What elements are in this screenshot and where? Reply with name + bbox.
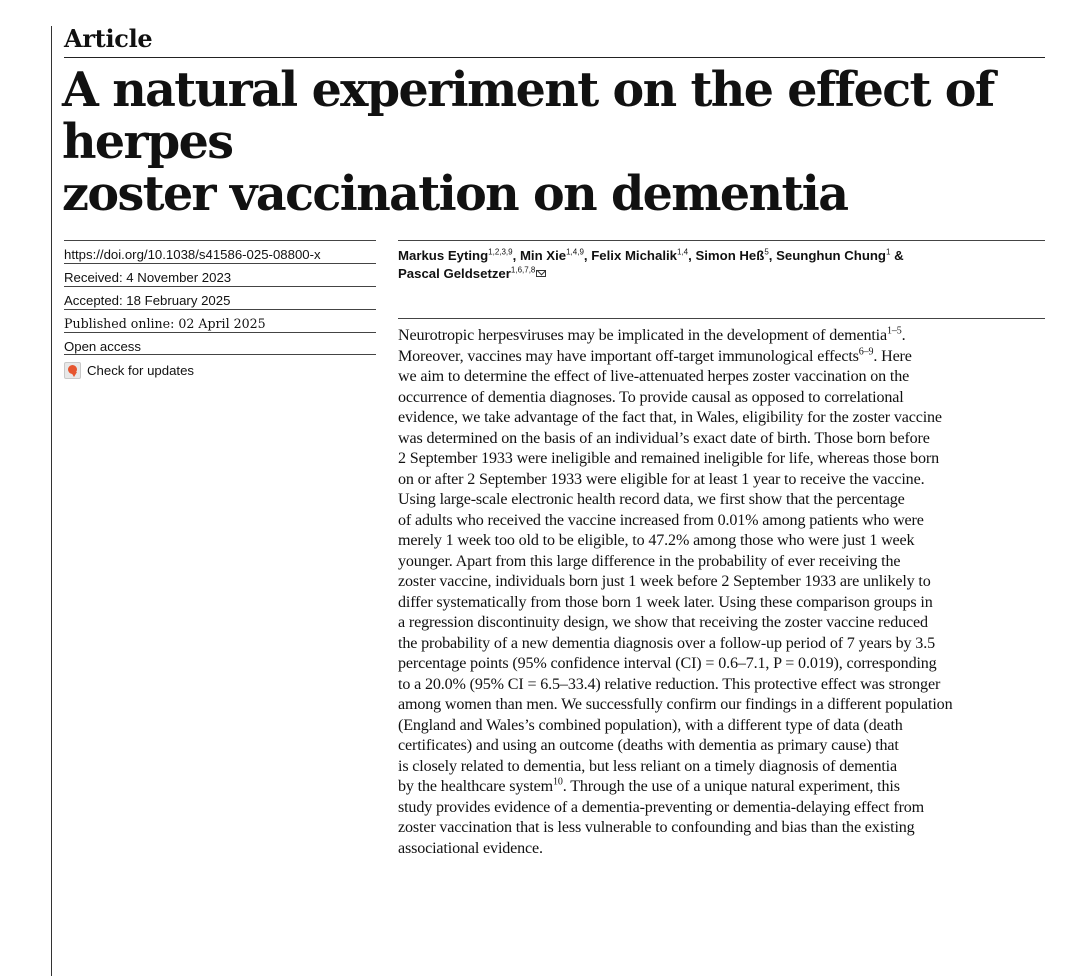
abstract-line: occurrence of dementia diagnoses. To provide causal as opposed to correlational (398, 388, 904, 406)
abstract-line: Using large-scale electronic health record data, we first show that the percentage (398, 491, 905, 508)
accepted-date: Accepted: 18 February 2025 (64, 286, 376, 309)
author-affiliation: 5 (764, 247, 769, 257)
abstract-line: (England and Wales’s combined population), with a different type of data (death (398, 716, 903, 734)
received-date: Received: 4 November 2023 (64, 263, 376, 286)
open-access-label: Open access (64, 332, 376, 355)
title-line-1: A natural experiment on the effect of herpes (62, 62, 994, 170)
author-name[interactable]: Seunghun Chung (776, 248, 886, 263)
citation-ref[interactable]: 1–5 (887, 325, 902, 337)
author-name[interactable]: Felix Michalik (591, 248, 677, 263)
title-divider (64, 57, 1045, 58)
abstract-line: differ systematically from those born 1 week later. Using these comparison groups in (398, 593, 933, 611)
author-name[interactable]: Min Xie (519, 248, 567, 263)
abstract-line: by the healthcare system$^{10}$. Through the use of a unique natural experiment, this (398, 776, 900, 795)
abstract-line: certificates) and using an outcome (deaths with dementia as primary cause) that (398, 737, 899, 754)
abstract-line: younger. Apart from this large difference in the probability of ever receiving the (398, 552, 901, 570)
abstract-line: a regression discontinuity design, we show that receiving the zoster vaccine reduced (398, 614, 928, 631)
abstract-line: was determined on the basis of an individual’s exact date of birth. Those born before (398, 429, 930, 447)
doi-link[interactable]: https://doi.org/10.1038/s41586-025-08800-x (64, 240, 376, 263)
author-separator: , (688, 248, 696, 263)
published-date: Published online: 02 April 2025 (64, 309, 376, 332)
author-affiliation: 1,6,7,8 (510, 265, 536, 275)
check-updates-icon (64, 362, 81, 379)
abstract-line: is closely related to dementia, but less reliant on a timely diagnosis of dementia (398, 757, 897, 775)
abstract-line: merely 1 week too old to be eligible, to 47.2% among those who were just 1 week (398, 532, 915, 549)
author-name[interactable]: Simon Heß (695, 248, 765, 263)
abstract-line: associational evidence. (398, 839, 543, 857)
author-affiliation: 1 (885, 247, 891, 257)
abstract-line: percentage points (95% confidence interval (CI) = 0.6–7.1, P = 0.019), corresponding (398, 655, 937, 672)
left-margin-rule (51, 26, 52, 976)
author-affiliation: 1,4 (677, 247, 689, 257)
abstract-line: study provides evidence of a dementia-preventing or dementia-delaying effect from (398, 798, 925, 816)
abstract-line: among women than men. We successfully confirm our findings in a different population (398, 696, 953, 713)
article-metadata (64, 240, 376, 379)
abstract-line: Moreover, vaccines may have important off-target immunological effects$^{6-9}$. Here (398, 346, 912, 365)
abstract-line: the probability of a new dementia diagnosis over a follow-up period of 7 years by 3.5 (398, 634, 935, 652)
author-affiliation: 1,2,3,9 (488, 247, 513, 257)
author-separator: & (890, 248, 904, 263)
citation-ref[interactable]: 10 (553, 776, 563, 788)
article-type-label: Article (64, 24, 153, 53)
article-title (62, 64, 1052, 220)
abstract-divider (398, 318, 1045, 319)
abstract-line: we aim to determine the effect of live-attenuated herpes zoster vaccination on the (398, 368, 910, 385)
abstract-line: evidence, we take advantage of the fact that, in Wales, eligibility for the zoster vaccine (398, 409, 942, 426)
check-for-updates-button[interactable] (64, 362, 376, 379)
abstract (398, 326, 1053, 859)
check-updates-label: Check for updates (87, 363, 195, 378)
title-line-2: zoster vaccination on dementia (62, 166, 848, 222)
abstract-line: Neurotropic herpesviruses may be implicated in the development of dementia$^{1-5}$. (398, 325, 906, 344)
author-affiliation: 1,4,9 (566, 247, 584, 257)
author-name[interactable]: Pascal Geldsetzer (398, 266, 511, 281)
author-list (398, 247, 1038, 283)
citation-ref[interactable]: 6–9 (858, 346, 874, 358)
email-icon[interactable] (536, 270, 546, 277)
author-name[interactable]: Markus Eyting (398, 248, 489, 263)
abstract-line: to a 20.0% (95% CI = 6.5–33.4) relative reduction. This protective effect was stronger (398, 675, 941, 693)
abstract-line: zoster vaccine, individuals born just 1 week before 2 September 1933 are unlikely to (398, 573, 931, 590)
abstract-line: on or after 2 September 1933 were eligible for at least 1 year to receive the vaccine. (398, 470, 925, 488)
abstract-line: zoster vaccination that is less vulnerable to confounding and bias than the existing (398, 819, 915, 836)
author-separator: , (583, 248, 592, 263)
abstract-line: of adults who received the vaccine increased from 0.01% among patients who were (398, 511, 924, 529)
author-separator: , (768, 248, 777, 263)
abstract-line: 2 September 1933 were ineligible and remained ineligible for life, whereas those born (398, 450, 939, 467)
author-separator: , (512, 248, 520, 263)
authors-divider (398, 240, 1045, 241)
